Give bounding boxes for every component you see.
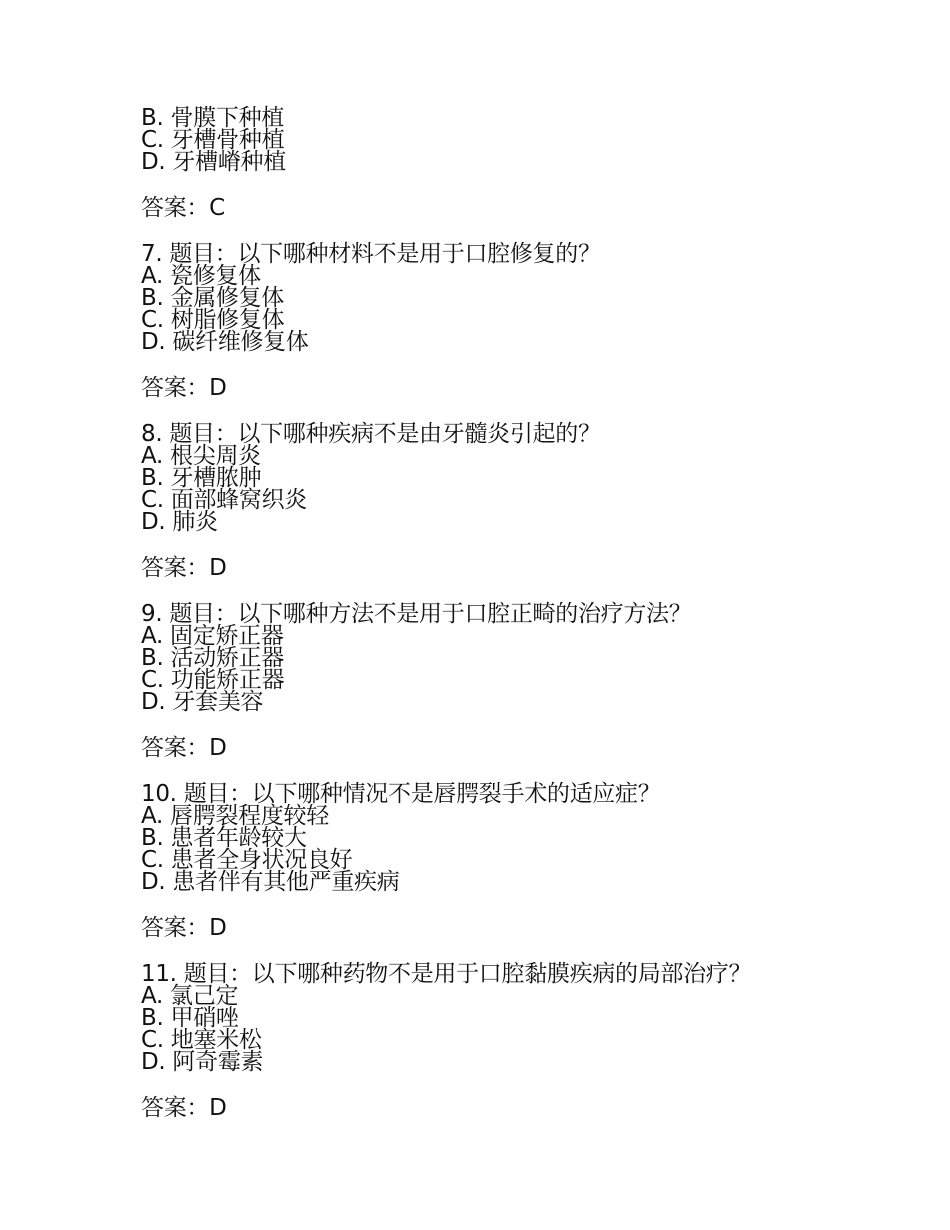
question-text: 7. 题目：以下哪种材料不是用于口腔修复的？ (141, 241, 601, 267)
question-block-9 (141, 603, 881, 759)
answer-line: 答案：D (141, 735, 227, 761)
question-block-6 (141, 107, 881, 219)
option-c: C. 面部蜂窝织炎 (141, 487, 307, 513)
option-b: B. 患者年龄较大 (141, 825, 307, 851)
answer-line: 答案：D (141, 915, 227, 941)
option-b: B. 活动矫正器 (141, 645, 285, 671)
option-b: B. 金属修复体 (141, 285, 285, 311)
option-c: C. 功能矫正器 (141, 667, 285, 693)
question-text: 9. 题目：以下哪种方法不是用于口腔正畸的治疗方法？ (141, 601, 692, 627)
option-b: B. 骨膜下种植 (141, 105, 285, 131)
question-block-8 (141, 423, 881, 579)
question-block-10 (141, 783, 881, 939)
option-a: A. 固定矫正器 (141, 623, 284, 649)
option-b: B. 甲硝唑 (141, 1005, 239, 1031)
option-c: C. 牙槽骨种植 (141, 127, 285, 153)
answer-line: 答案：D (141, 375, 227, 401)
question-text: 8. 题目：以下哪种疾病不是由牙髓炎引起的？ (141, 421, 601, 447)
option-a: A. 唇腭裂程度较轻 (141, 803, 329, 829)
option-b: B. 牙槽脓肿 (141, 465, 262, 491)
answer-line: 答案：C (141, 195, 225, 221)
option-d: D. 阿奇霉素 (141, 1049, 264, 1075)
option-d: D. 患者伴有其他严重疾病 (141, 869, 400, 895)
question-block-11 (141, 963, 881, 1119)
answer-line: 答案：D (141, 1095, 227, 1121)
option-d: D. 牙槽嵴种植 (141, 149, 286, 175)
option-a: A. 根尖周炎 (141, 443, 261, 469)
question-block-7 (141, 243, 881, 399)
option-a: A. 氯己定 (141, 983, 239, 1009)
question-text: 11. 题目：以下哪种药物不是用于口腔黏膜疾病的局部治疗？ (141, 961, 752, 987)
option-c: C. 树脂修复体 (141, 307, 285, 333)
option-d: D. 肺炎 (141, 509, 218, 535)
option-c: C. 地塞米松 (141, 1027, 262, 1053)
question-list (141, 107, 881, 1119)
option-d: D. 碳纤维修复体 (141, 329, 309, 355)
option-c: C. 患者全身状况良好 (141, 847, 353, 873)
option-d: D. 牙套美容 (141, 689, 264, 715)
answer-line: 答案：D (141, 555, 227, 581)
question-text: 10. 题目：以下哪种情况不是唇腭裂手术的适应症？ (141, 781, 661, 807)
option-a: A. 瓷修复体 (141, 263, 261, 289)
